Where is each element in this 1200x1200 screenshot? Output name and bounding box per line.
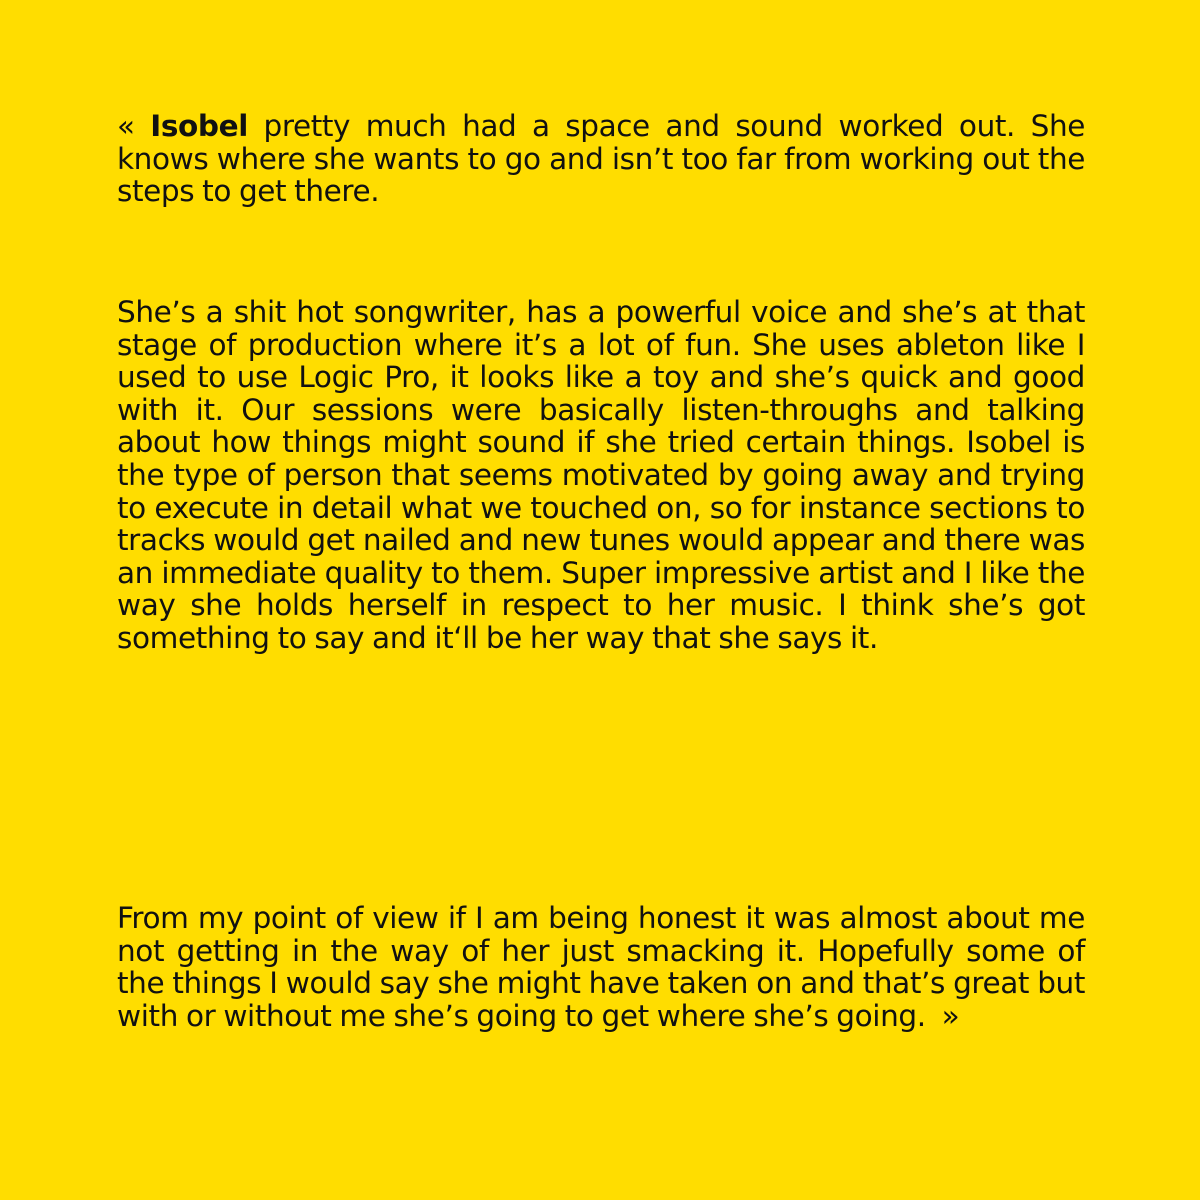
quote-paragraph-3 bbox=[117, 902, 1085, 1032]
open-quote-mark: « bbox=[117, 109, 135, 143]
quote-paragraph-2: She’s a shit hot songwriter, has a powerful voice and she’s at that stage of production where it’s a lot of fun. She uses ableton like I used to use Logic Pro, it looks like a toy and she’s quick and good with it. Our sessions were basically listen-throughs and talking about how things might sound if she tried certain things. Isobel is the type of person that seems motivated by going away and trying to execute in detail what we touched on, so for instance sections to tracks would get nailed and new tunes would appear and there was an immediate quality to them. Super impressive artist and I like the way she holds herself in respect to her music. I think she’s got something to say and it‘ll be her way that she says it. bbox=[117, 295, 1085, 655]
quote-paragraph-1 bbox=[117, 110, 1085, 208]
artist-name: Isobel bbox=[150, 109, 248, 143]
close-quote-mark: » bbox=[941, 998, 960, 1033]
paragraph-1-text: pretty much had a space and sound worked out. She knows where she wants to go and isn’t too far from working out the steps to get there. bbox=[117, 109, 1085, 209]
paragraph-3-text: From my point of view if I am being honest it was almost about me not getting in the way of her just smacking it. Hopefully some of the things I would say she might have taken on and that’s great but with or without me she’s going to get where she’s going. bbox=[117, 901, 1085, 1033]
